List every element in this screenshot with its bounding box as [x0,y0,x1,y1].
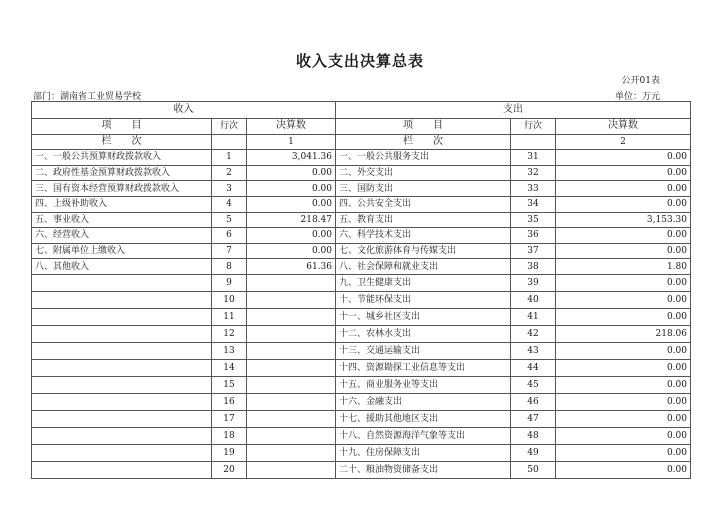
income-item-cell: 一、一般公共预算财政拨款收入 [32,150,212,166]
expense-item-cell: 九、卫生健康支出 [336,274,511,291]
table-row [32,243,691,259]
income-item-cell [32,461,212,478]
unit-label: 单位：万元 [614,92,660,102]
table-row [32,212,691,228]
department-label: 部门：湖南省工业贸易学校 [33,92,142,102]
income-item-cell [32,410,212,427]
income-row-no-cell: 4 [212,196,247,212]
table-row [32,165,691,181]
expense-amount-cell: 0.00 [556,444,691,461]
income-row-no-cell: 6 [212,228,247,244]
expense-amount-cell: 0.00 [556,359,691,376]
expense-row-no-cell: 42 [511,325,556,342]
income-row-no-cell: 15 [212,376,247,393]
table-row [32,259,691,275]
income-amount-cell: 3,041.36 [247,150,336,166]
income-row-no-cell: 14 [212,359,247,376]
table-row [32,410,691,427]
expense-item-cell: 五、教育支出 [336,212,511,228]
table-row [32,444,691,461]
expense-amount-cell: 0.00 [556,393,691,410]
page-title: 收入支出决算总表 [295,52,424,70]
income-amount-cell [247,427,336,444]
expense-row-no-cell: 38 [511,259,556,275]
income-expense-table [31,101,691,479]
income-amount-cell: 0.00 [247,243,336,259]
income-item-cell [32,376,212,393]
expense-item-cell: 十七、援助其他地区支出 [336,410,511,427]
income-row-no-cell: 11 [212,308,247,325]
table-row [32,461,691,478]
expense-amount-cell: 0.00 [556,181,691,197]
expense-amount-cell: 0.00 [556,243,691,259]
income-column-blank [212,134,247,150]
table-row [32,325,691,342]
income-amount-cell [247,342,336,359]
income-item-cell: 五、事业收入 [32,212,212,228]
income-amount-cell: 0.00 [247,181,336,197]
income-amount-cell: 61.36 [247,259,336,275]
income-row-no-cell: 20 [212,461,247,478]
expense-amount-cell: 0.00 [556,291,691,308]
income-amount-cell [247,308,336,325]
income-amount-cell [247,359,336,376]
expense-amount-cell: 0.00 [556,196,691,212]
table-row [32,150,691,166]
table-row [32,342,691,359]
expense-row-no-cell: 46 [511,393,556,410]
table-row [32,393,691,410]
income-item-cell [32,342,212,359]
expense-amount-cell: 0.00 [556,150,691,166]
income-row-no-cell: 13 [212,342,247,359]
income-item-cell: 二、政府性基金预算财政拨款收入 [32,165,212,181]
income-header: 收入 [32,102,336,119]
expense-amount-cell: 3,153.30 [556,212,691,228]
expense-item-cell: 十三、交通运输支出 [336,342,511,359]
income-amount-header: 决算数 [247,119,336,135]
table-row [32,228,691,244]
table-row [32,196,691,212]
expense-row-no-cell: 33 [511,181,556,197]
expense-item-cell: 六、科学技术支出 [336,228,511,244]
income-amount-cell: 0.00 [247,196,336,212]
income-item-cell [32,444,212,461]
income-row-no-header: 行次 [212,119,247,135]
expense-item-cell: 二十、粮油物资储备支出 [336,461,511,478]
expense-row-no-cell: 39 [511,274,556,291]
income-item-cell: 八、其他收入 [32,259,212,275]
income-amount-cell [247,325,336,342]
expense-row-no-cell: 43 [511,342,556,359]
income-item-cell [32,325,212,342]
expense-row-no-cell: 40 [511,291,556,308]
table-row [32,291,691,308]
expense-item-cell: 十四、资源勘探工业信息等支出 [336,359,511,376]
income-amount-cell [247,291,336,308]
expense-amount-cell: 0.00 [556,228,691,244]
expense-row-no-cell: 32 [511,165,556,181]
expense-row-no-cell: 37 [511,243,556,259]
income-row-no-cell: 8 [212,259,247,275]
expense-row-no-cell: 49 [511,444,556,461]
income-row-no-cell: 1 [212,150,247,166]
expense-row-no-cell: 45 [511,376,556,393]
expense-item-cell: 十一、城乡社区支出 [336,308,511,325]
expense-item-cell: 十九、住房保障支出 [336,444,511,461]
expense-row-no-cell: 35 [511,212,556,228]
expense-column-number: 2 [556,134,691,150]
table-row [32,308,691,325]
income-amount-cell: 0.00 [247,228,336,244]
expense-item-cell: 八、社会保障和就业支出 [336,259,511,275]
income-column-label: 栏 次 [32,134,212,150]
expense-item-cell: 三、国防支出 [336,181,511,197]
expense-row-no-header: 行次 [511,119,556,135]
income-column-number: 1 [247,134,336,150]
expense-item-cell: 十八、自然资源海洋气象等支出 [336,427,511,444]
income-row-no-cell: 19 [212,444,247,461]
income-row-no-cell: 7 [212,243,247,259]
expense-row-no-cell: 36 [511,228,556,244]
expense-item-cell: 十二、农林水支出 [336,325,511,342]
expense-row-no-cell: 48 [511,427,556,444]
expense-column-blank [511,134,556,150]
table-row [32,427,691,444]
expense-item-cell: 一、一般公共服务支出 [336,150,511,166]
expense-amount-cell: 218.06 [556,325,691,342]
income-amount-cell [247,461,336,478]
income-item-cell: 七、附属单位上缴收入 [32,243,212,259]
expense-item-cell: 四、公共安全支出 [336,196,511,212]
income-amount-cell [247,393,336,410]
income-item-cell [32,274,212,291]
expense-amount-cell: 0.00 [556,376,691,393]
expense-header: 支出 [336,102,691,119]
table-row [32,359,691,376]
income-row-no-cell: 5 [212,212,247,228]
income-row-no-cell: 9 [212,274,247,291]
expense-amount-cell: 0.00 [556,308,691,325]
expense-row-no-cell: 47 [511,410,556,427]
income-row-no-cell: 10 [212,291,247,308]
expense-row-no-cell: 31 [511,150,556,166]
expense-item-cell: 十、节能环保支出 [336,291,511,308]
income-item-cell [32,308,212,325]
income-item-cell: 六、经营收入 [32,228,212,244]
income-item-cell [32,291,212,308]
table-row [32,181,691,197]
expense-amount-cell: 0.00 [556,274,691,291]
expense-amount-cell: 0.00 [556,410,691,427]
table-row [32,274,691,291]
income-item-cell [32,393,212,410]
expense-row-no-cell: 41 [511,308,556,325]
income-row-no-cell: 3 [212,181,247,197]
income-amount-cell [247,410,336,427]
expense-row-no-cell: 50 [511,461,556,478]
expense-column-label: 栏 次 [336,134,511,150]
form-number: 公开01表 [621,76,660,86]
income-amount-cell [247,274,336,291]
expense-item-cell: 七、文化旅游体育与传媒支出 [336,243,511,259]
expense-amount-cell: 0.00 [556,165,691,181]
expense-item-cell: 二、外交支出 [336,165,511,181]
expense-amount-cell: 0.00 [556,461,691,478]
income-row-no-cell: 17 [212,410,247,427]
income-item-header: 项 目 [32,119,212,135]
expense-item-header: 项 目 [336,119,511,135]
expense-row-no-cell: 44 [511,359,556,376]
income-row-no-cell: 16 [212,393,247,410]
expense-amount-header: 决算数 [556,119,691,135]
income-amount-cell [247,376,336,393]
income-amount-cell: 0.00 [247,165,336,181]
table-row [32,376,691,393]
income-row-no-cell: 12 [212,325,247,342]
income-item-cell [32,359,212,376]
income-amount-cell: 218.47 [247,212,336,228]
expense-item-cell: 十六、金融支出 [336,393,511,410]
expense-amount-cell: 1.80 [556,259,691,275]
expense-item-cell: 十五、商业服务业等支出 [336,376,511,393]
income-row-no-cell: 18 [212,427,247,444]
income-amount-cell [247,444,336,461]
expense-row-no-cell: 34 [511,196,556,212]
expense-amount-cell: 0.00 [556,342,691,359]
expense-amount-cell: 0.00 [556,427,691,444]
income-item-cell: 三、国有资本经营预算财政拨款收入 [32,181,212,197]
income-row-no-cell: 2 [212,165,247,181]
income-item-cell [32,427,212,444]
income-item-cell: 四、上级补助收入 [32,196,212,212]
